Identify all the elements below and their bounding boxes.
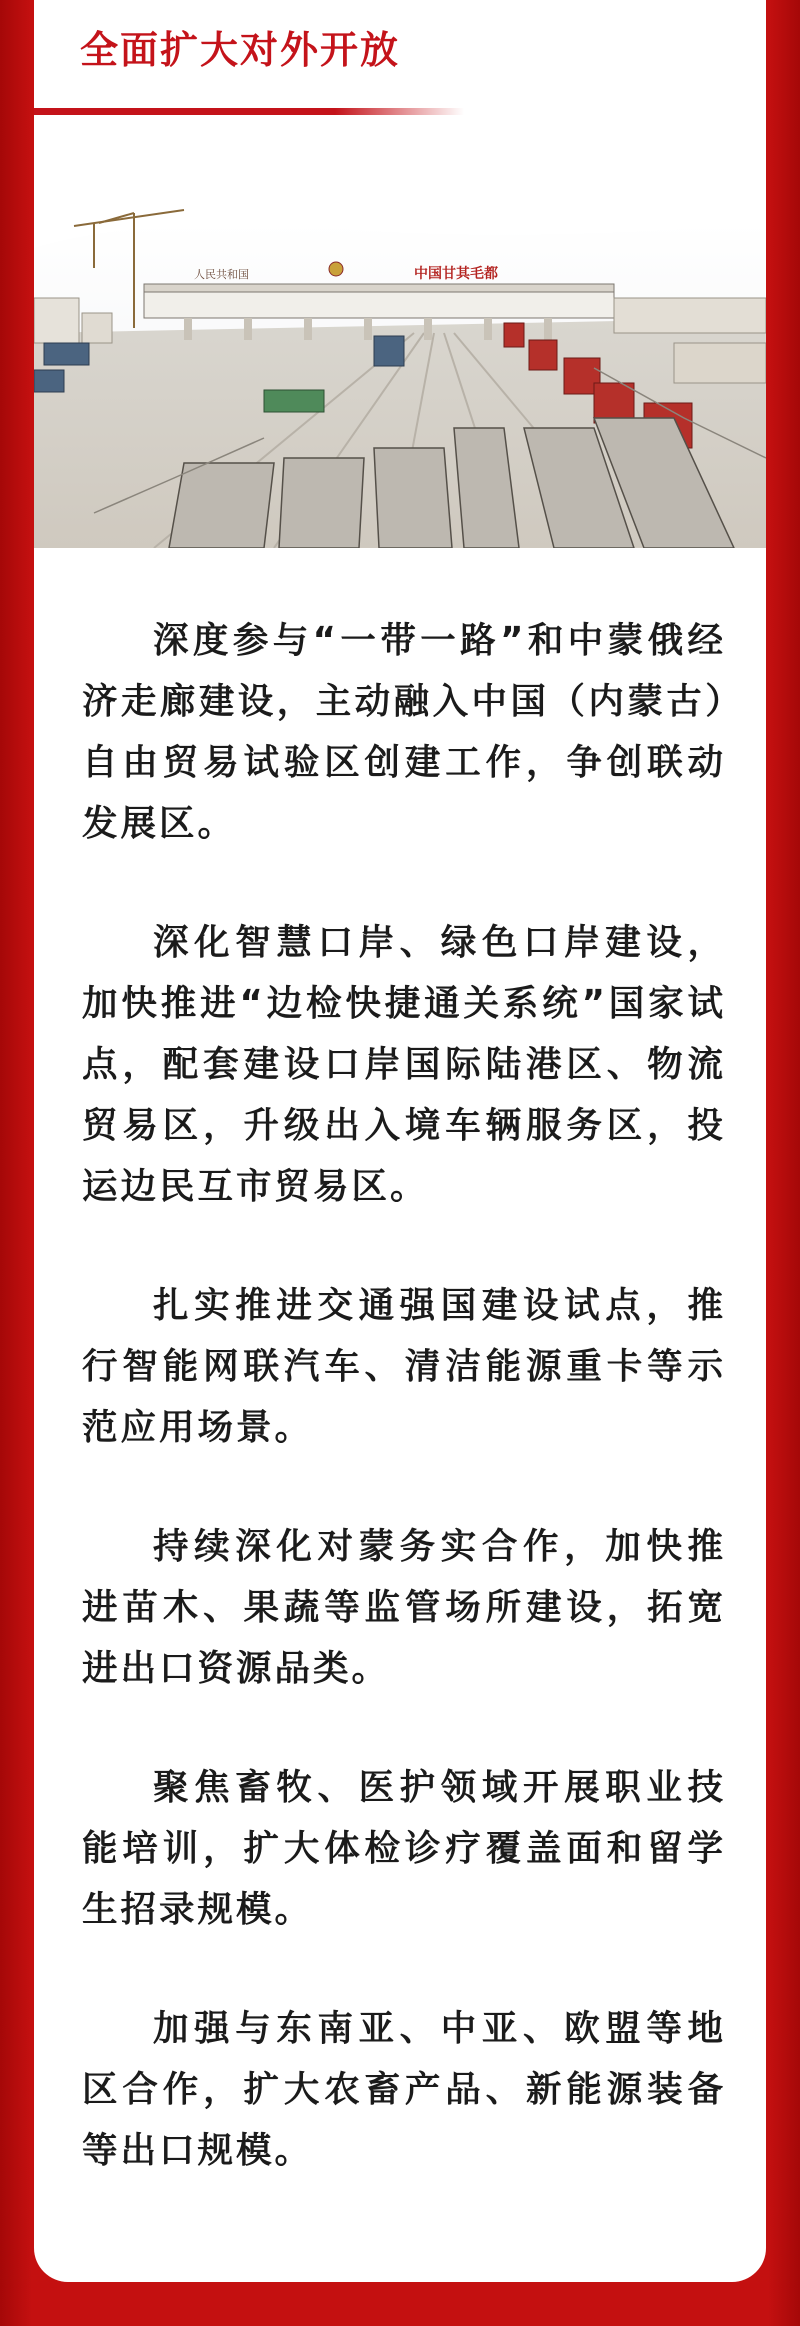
section-header <box>34 0 766 118</box>
title-underline <box>34 108 464 115</box>
section-title: 全面扩大对外开放 <box>80 28 401 72</box>
gate-left-sign: 人民共和国 <box>194 268 249 281</box>
paragraph: 加强与东南亚、中亚、欧盟等地区合作，扩大农畜产品、新能源装备等出口规模。 <box>82 2008 726 2171</box>
paragraph: 聚焦畜牧、医护领域开展职业技能培训，扩大体检诊疗覆盖面和留学生招录规模。 <box>82 1767 726 1930</box>
building <box>34 298 79 343</box>
gate-sign: 中国甘其毛都 <box>414 266 498 282</box>
emblem-icon <box>329 262 343 276</box>
port-drawing <box>34 118 766 548</box>
paragraph: 深度参与“一带一路”和中蒙俄经济走廊建设，主动融入中国（内蒙古）自由贸易试验区创建工作，争创联动发展区。 <box>82 620 726 844</box>
article-body <box>82 610 726 2239</box>
paragraph: 深化智慧口岸、绿色口岸建设，加快推进“边检快捷通关系统”国家试点，配套建设口岸国际陆港区、物流贸易区，升级出入境车辆服务区，投运边民互市贸易区。 <box>82 922 726 1207</box>
kiosk <box>264 390 324 412</box>
content-card <box>34 0 766 2282</box>
paragraph: 持续深化对蒙务实合作，加快推进苗木、果蔬等监管场所建设，拓宽进出口资源品类。 <box>82 1526 726 1689</box>
border-port-illustration <box>34 118 766 548</box>
paragraph: 扎实推进交通强国建设试点，推行智能网联汽车、清洁能源重卡等示范应用场景。 <box>82 1285 726 1448</box>
